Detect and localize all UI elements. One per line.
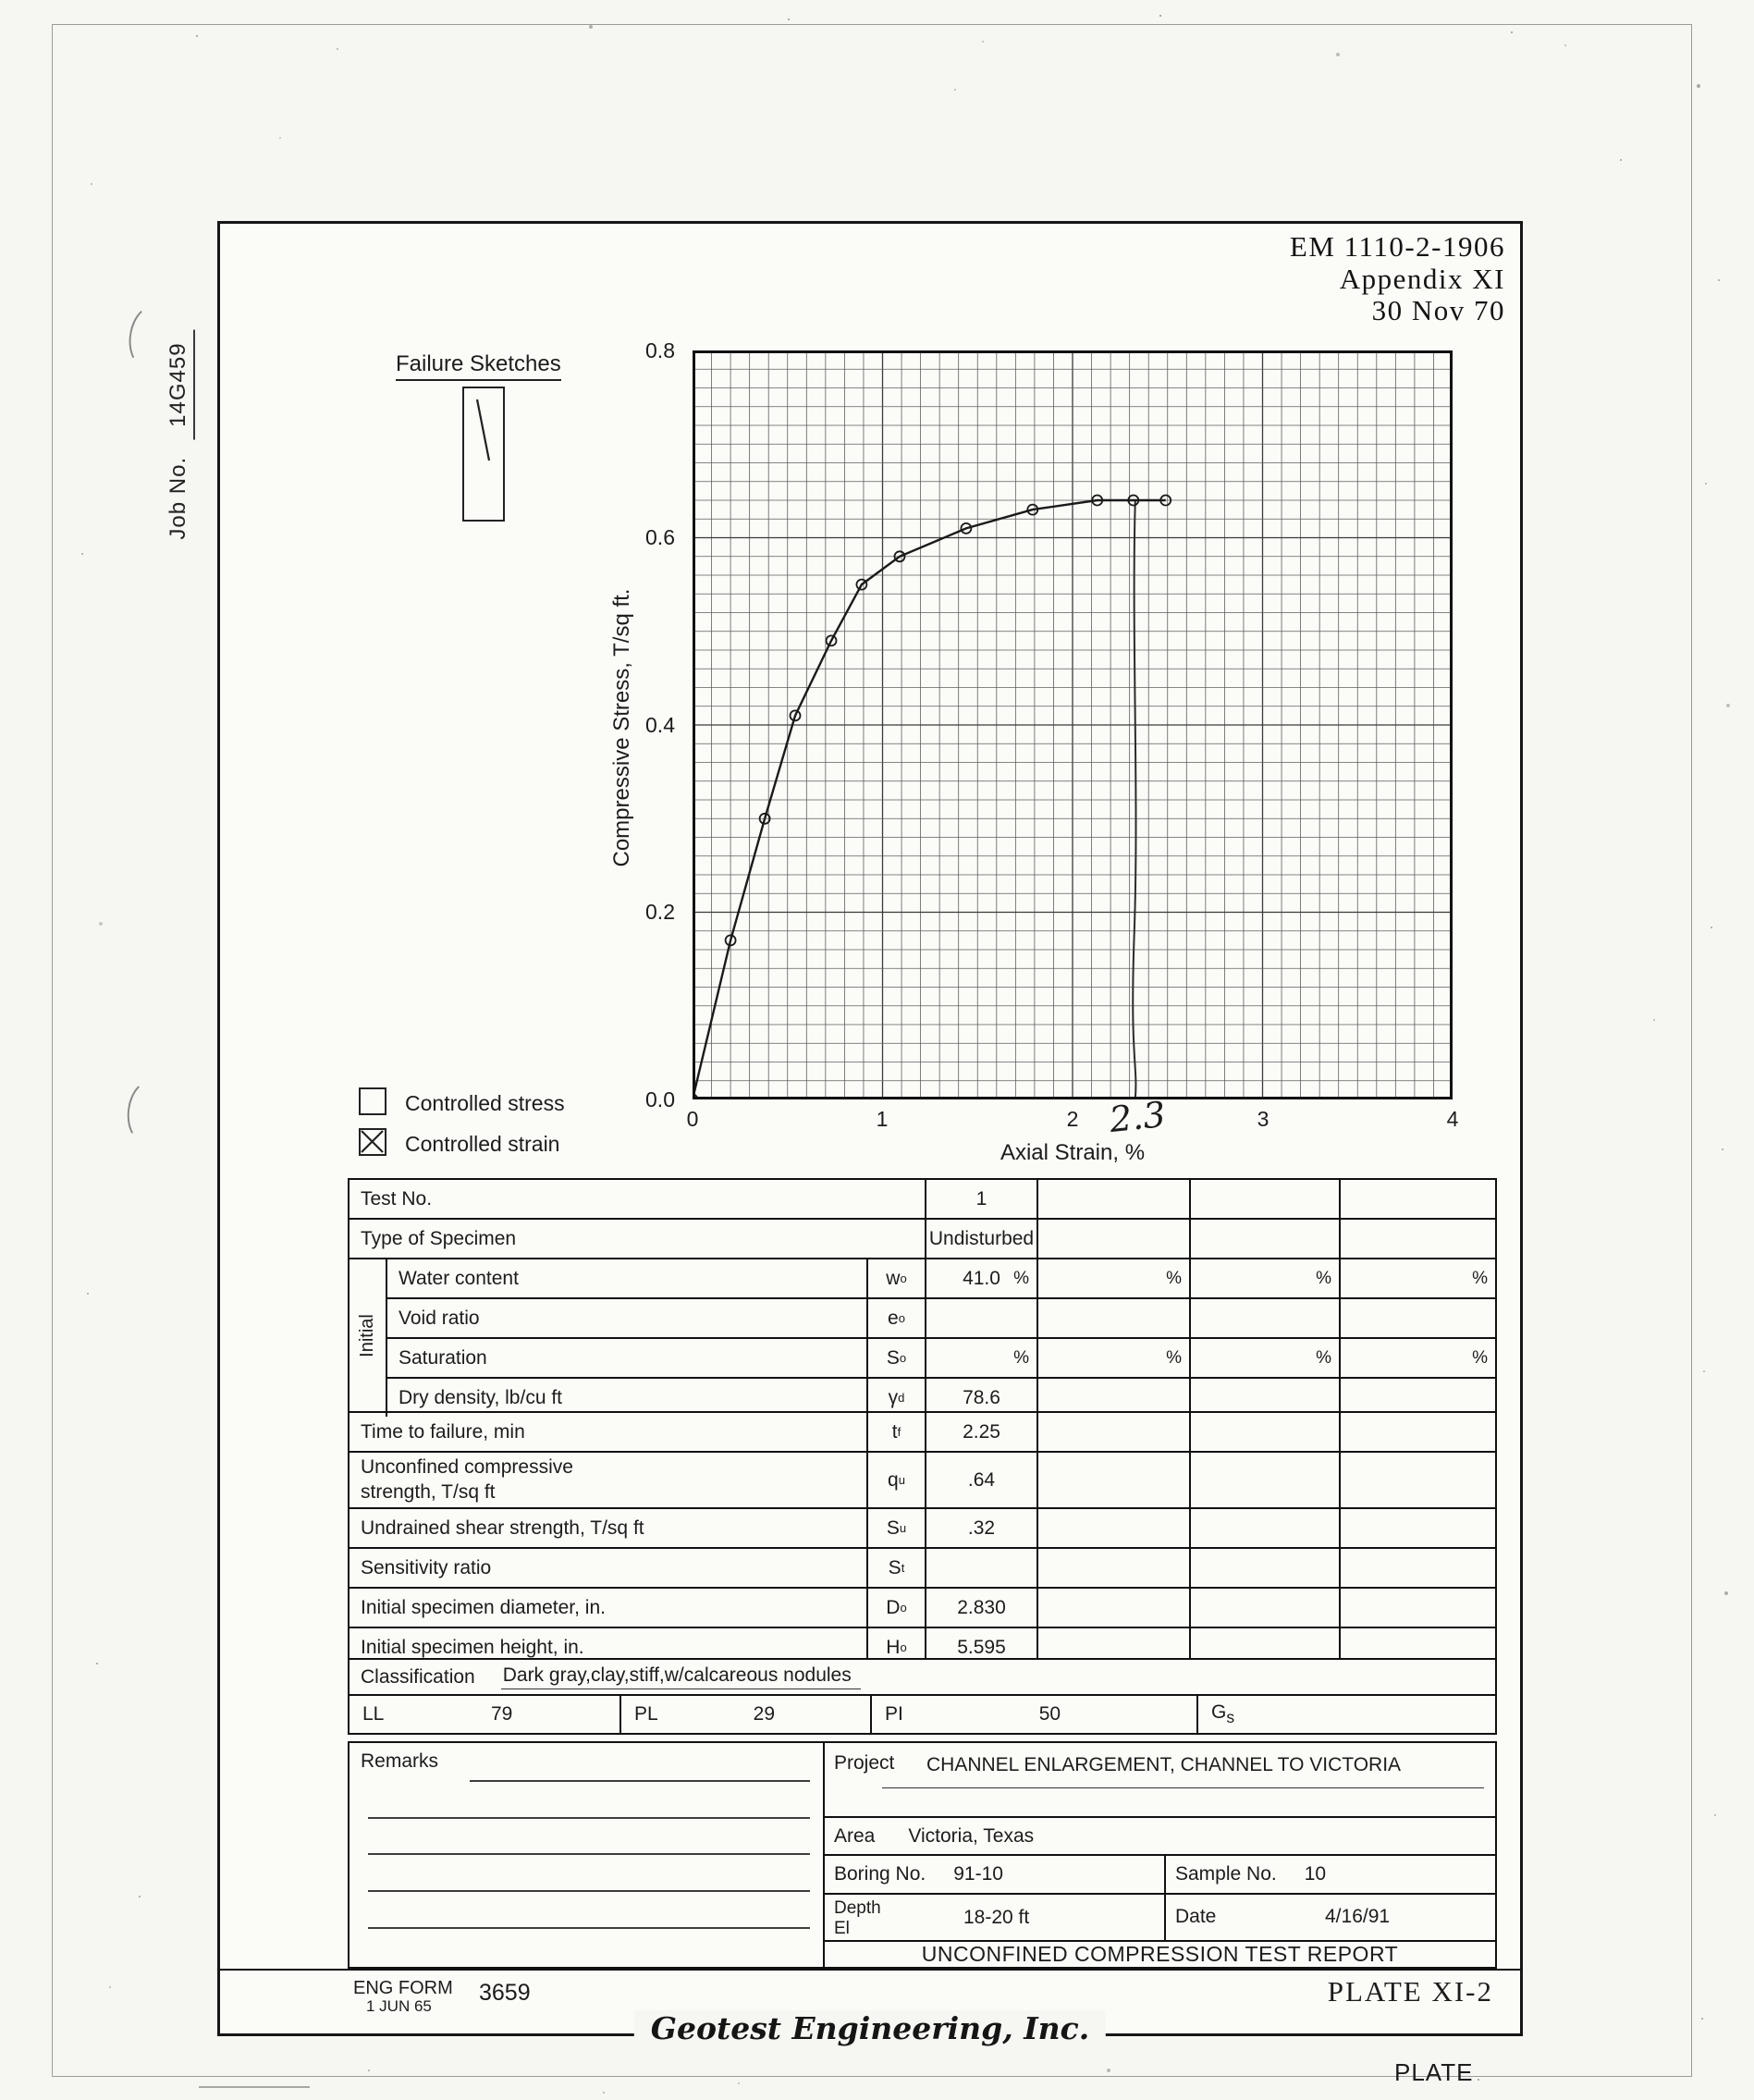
blank-line [470,1780,810,1782]
blank-line [368,1853,810,1855]
stress-strain-chart [693,350,1453,1099]
y-tick-0.4: 0.4 [645,713,675,737]
failure-sketches-heading: Failure Sketches [396,351,561,377]
test-no-value: 1 [925,1180,1036,1218]
table-row-initial-diameter [350,1587,1495,1627]
date-value: 4/16/91 [1325,1905,1391,1927]
liquid-limit-cell: LL 79 [350,1696,619,1733]
plate-number: PLATE XI-2 [1327,1975,1493,2008]
specific-gravity-cell: $G_s$ [1196,1696,1495,1733]
row-label: Undrained shear strength, T/sq ft [361,1517,644,1539]
symbol-d0: D o [866,1589,925,1627]
row-label: Test No. [361,1187,433,1210]
project-value: CHANNEL ENLARGEMENT, CHANNEL TO VICTORIA [926,1754,1402,1775]
scan-artifact [199,2086,310,2088]
project-row [825,1743,1495,1818]
y-tick-0.8: 0.8 [645,338,675,362]
dry-density-value: 78.6 [925,1379,1036,1417]
table-row-time-to-failure [350,1411,1495,1451]
table-row-specimen-type [350,1218,1495,1258]
classification-label: Classification [361,1665,475,1688]
table-row-unconfined-strength [350,1451,1495,1507]
report-title: UNCONFINED COMPRESSION TEST REPORT [921,1942,1399,1966]
row-label: Unconfined compressive strength, T/sq ft [361,1456,573,1503]
row-label: Initial specimen height, in. [361,1636,584,1658]
job-number-value: 14G459 [166,329,195,439]
sample-cell: Sample No. 10 [1164,1856,1495,1892]
company-name: Geotest Engineering, Inc. [634,2010,1106,2046]
controlled-stress-checkbox [359,1087,386,1115]
header-manual-number: EM 1110-2-1906 [1289,230,1505,263]
document-header [1063,231,1505,327]
depth-cell: Depth El 18-20 ft [834,1897,1030,1938]
table-row-water-content: Water content w o 41.0 % % % % [386,1259,1495,1297]
table-row-dry-density [386,1377,1495,1417]
controlled-strain-label: Controlled strain [405,1132,560,1156]
row-label: Type of Specimen [361,1227,517,1249]
table-row-sensitivity-ratio [350,1547,1495,1587]
table-row-undrained-strength [350,1507,1495,1547]
plasticity-index-cell: PI 50 [870,1696,1196,1733]
area-label: Area [834,1824,876,1847]
remarks-cell [350,1743,823,1967]
plastic-limit-cell: PL 29 [619,1696,870,1733]
row-label: Water content [386,1259,866,1297]
classification-row [350,1660,1495,1694]
plastic-limit-value: 29 [753,1703,776,1725]
project-info-cell [823,1743,1495,1967]
symbol-h0: H o [866,1628,925,1666]
x-tick-4: 4 [1446,1107,1459,1131]
liquid-limit-value: 79 [491,1703,513,1725]
row-label: Dry density, lb/cu ft [386,1379,866,1417]
initial-diameter-value: 2.830 [925,1589,1036,1627]
handwritten-failure-strain: 2.3 [1107,1093,1168,1141]
eng-form-label: ENG FORM [353,1978,453,1998]
boring-sample-row [825,1856,1495,1894]
undrained-strength-value: .32 [925,1509,1036,1547]
y-tick-0.2: 0.2 [645,900,675,924]
initial-height-value: 5.595 [925,1628,1036,1666]
failure-sketch-drawing [464,388,502,519]
controlled-stress-label: Controlled stress [405,1091,565,1115]
plate-caption: PLATE [1394,2058,1474,2086]
header-date: 30 Nov 70 [1371,294,1505,327]
remarks-label: Remarks [361,1750,439,1772]
x-axis-label: Axial Strain, % [1000,1140,1146,1165]
symbol-su: S u [866,1509,925,1547]
symbol-gamma-d: γ d [866,1379,925,1417]
x-tick-1: 1 [876,1107,889,1131]
specimen-data-table [348,1178,1497,1668]
row-label: Void ratio [386,1299,866,1337]
classification-value: Dark gray,clay,stiff,w/calcareous nodules [501,1664,861,1689]
x-tick-3: 3 [1257,1107,1270,1131]
atterberg-row [350,1694,1495,1733]
header-appendix: Appendix XI [1339,262,1505,295]
y-tick-0.0: 0.0 [645,1087,675,1111]
remarks-project-section [348,1741,1497,1969]
row-label: Time to failure, min [361,1420,525,1443]
symbol-tf: t f [866,1413,925,1451]
scan-noise [139,1896,141,1897]
x-tick-0: 0 [686,1107,699,1131]
row-label: Initial specimen diameter, in. [361,1596,606,1618]
row-label: Sensitivity ratio [361,1556,492,1578]
form-number: 3659 [479,1980,531,2006]
table-row-test-no [350,1180,1495,1218]
y-axis-label: Compressive Stress, T/sq ft. [609,588,634,867]
symbol-w0: w o [866,1259,925,1297]
project-label: Project [834,1752,895,1774]
initial-properties-group [350,1258,1495,1411]
boring-value: 91-10 [953,1863,1003,1885]
symbol-qu: q u [866,1453,925,1507]
date-cell: Date 4/16/91 [1164,1895,1495,1940]
controlled-strain-checkbox [359,1128,386,1156]
row-label: Saturation [386,1339,866,1377]
job-number [166,329,191,539]
x-mark-icon [361,1130,384,1153]
area-value: Victoria, Texas [908,1824,1035,1847]
depth-date-row [825,1895,1495,1942]
plasticity-index-value: 50 [1038,1703,1061,1725]
x-tick-2: 2 [1066,1107,1079,1131]
boring-cell: Boring No. 91-10 [834,1863,1003,1885]
specimen-type-value: Undisturbed [925,1220,1036,1258]
failure-sketch [462,387,505,522]
y-tick-0.6: 0.6 [645,525,675,549]
footer-divider [220,1969,1520,1971]
eng-form-date: 1 JUN 65 [366,1997,432,2015]
blank-line [368,1890,810,1892]
classification-section [348,1658,1497,1735]
table-row-void-ratio [386,1297,1495,1337]
job-number-label: Job No. [166,456,190,540]
time-to-failure-value: 2.25 [925,1413,1036,1451]
unconfined-strength-value: .64 [925,1453,1036,1507]
symbol-st: S t [866,1549,925,1587]
sample-value: 10 [1304,1863,1327,1885]
water-content-value: 41.0 % [925,1259,1036,1297]
initial-group-label: Initial [357,1313,378,1357]
table-row-saturation: Saturation S o % % % % [386,1337,1495,1377]
depth-value: 18-20 ft [963,1906,1030,1928]
symbol-s0: S o [866,1339,925,1377]
symbol-e0: e o [866,1299,925,1337]
underline [882,1787,1484,1788]
blank-line [368,1927,810,1929]
blank-line [368,1817,810,1819]
area-row [825,1818,1495,1856]
